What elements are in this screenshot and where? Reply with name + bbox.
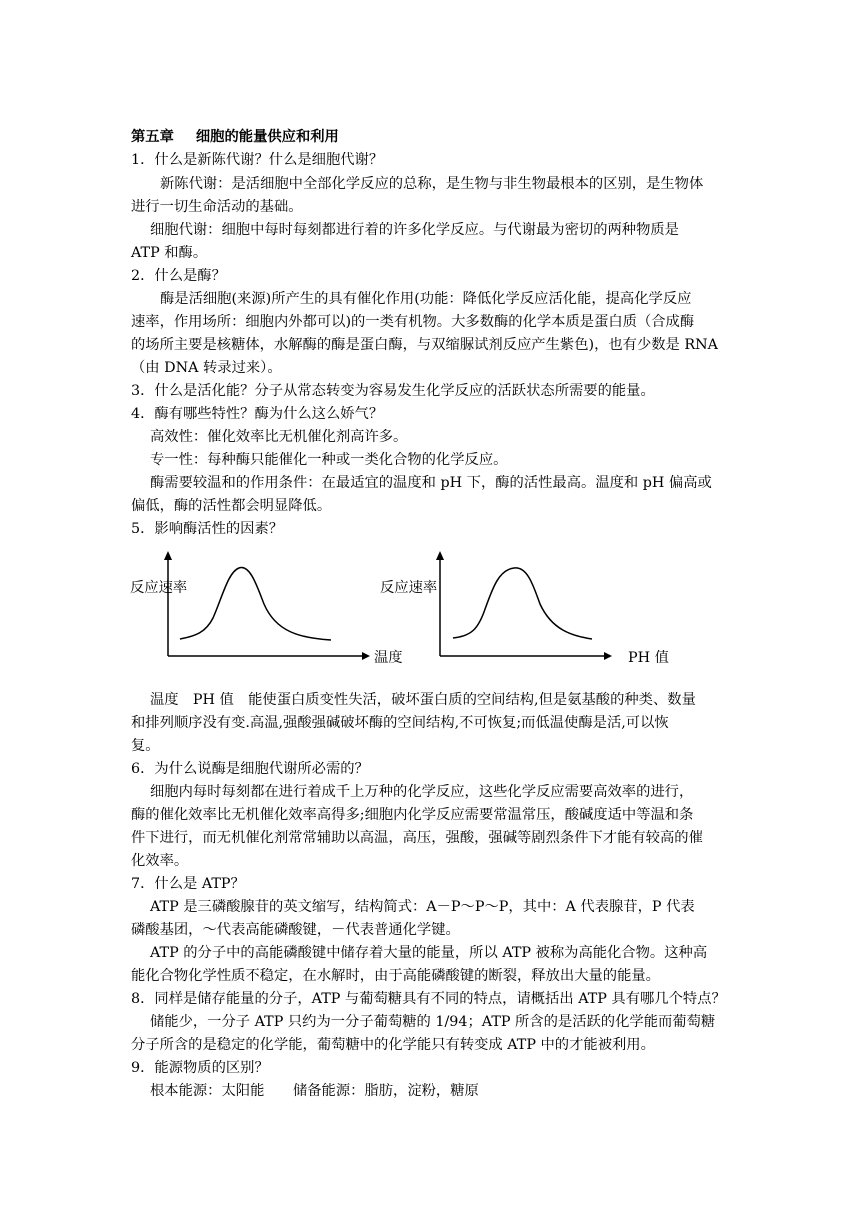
ph-curve-graphic — [380, 548, 620, 673]
paragraph-line: 酶是活细胞(来源)所产生的具有催化作用(功能：降低化学反应活化能，提高化学反应 — [160, 291, 692, 307]
paragraph-line: （由 DNA 转录过来）。 — [131, 360, 282, 376]
paragraph-line: 新陈代谢：是活细胞中全部化学反应的总称，是生物与非生物最根本的区别，是生物体 — [160, 176, 704, 192]
question-8: 8．同样是储存能量的分子，ATP 与葡萄糖具有不同的特点，请概括出 ATP 具有哪几个特点？ — [131, 991, 726, 1007]
chapter-heading — [131, 126, 741, 149]
paragraph-line: 件下进行，而无机催化剂常常辅助以高温，高压，强酸，强碱等剧烈条件下才能有较高的催 — [131, 830, 703, 846]
paragraph-line: 高效性：催化效率比无机催化剂高许多。 — [150, 429, 408, 445]
question-2: 2．什么是酶？ — [131, 268, 226, 284]
question-3: 3．什么是活化能？分子从常态转变为容易发生化学反应的活跃状态所需要的能量。 — [131, 383, 655, 399]
temperature-chart — [130, 548, 403, 673]
question-7: 7．什么是 ATP？ — [131, 876, 245, 892]
chapter-number: 第五章 — [131, 129, 174, 145]
x-axis-label: PH 值 — [628, 650, 669, 666]
paragraph-line: ATP 的分子中的高能磷酸键中储存着大量的能量，所以 ATP 被称为高能化合物。这种高 — [150, 945, 708, 961]
paragraph-line: 复。 — [131, 738, 160, 754]
paragraph-line: 细胞代谢：细胞中每时每刻都进行着的许多化学反应。与代谢最为密切的两种物质是 — [150, 222, 679, 238]
question-9: 9．能源物质的区别？ — [131, 1060, 269, 1076]
rate-curve — [180, 568, 331, 640]
paragraph-line: 专一性：每种酶只能催化一种或一类化合物的化学反应。 — [150, 452, 508, 468]
x-axis-arrow — [604, 652, 612, 660]
paragraph-line: 能化合物化学性质不稳定，在水解时，由于高能磷酸键的断裂，释放出大量的能量。 — [131, 968, 660, 984]
paragraph-line: 磷酸基团，～代表高能磷酸键，－代表普通化学键。 — [131, 922, 460, 938]
paragraph-line: 进行一切生命活动的基础。 — [131, 199, 303, 215]
paragraph-line: 细胞内每时每刻都在进行着成千上万种的化学反应，这些化学反应需要高效率的进行， — [150, 784, 694, 800]
paragraph-line: 酶需要较温和的作用条件：在最适宜的温度和 pH 下，酶的活性最高。温度和 pH 偏高或 — [150, 475, 712, 491]
y-axis-arrow — [436, 551, 444, 560]
chapter-title: 细胞的能量供应和利用 — [195, 129, 339, 145]
ph-chart — [380, 548, 680, 673]
rate-curve — [453, 568, 592, 639]
x-axis-arrow — [362, 652, 370, 660]
paragraph-line: 的场所主要是核糖体，水解酶的酶是蛋白酶，与双缩脲试剂反应产生紫色)，也有少数是 RNA — [131, 337, 718, 353]
paragraph-line: 化效率。 — [131, 853, 189, 869]
temperature-curve-graphic — [130, 548, 390, 673]
paragraph-line: 酶的催化效率比无机催化效率高得多;细胞内化学反应需要常温常压，酸碱度适中等温和条 — [131, 807, 694, 823]
question-1: 1．什么是新陈代谢？什么是细胞代谢？ — [131, 152, 384, 168]
question-6: 6．为什么说酶是细胞代谢所必需的？ — [131, 761, 369, 777]
paragraph-line: 和排列顺序没有变.高温,强酸强碱破坏酶的空间结构,不可恢复;而低温使酶是活,可以恢 — [131, 715, 669, 731]
paragraph-line: 分子所含的是稳定的化学能，葡萄糖中的化学能只有转变成 ATP 中的才能被利用。 — [131, 1037, 655, 1053]
y-axis-label: 反应速率 — [380, 580, 438, 596]
question-4: 4．酶有哪些特性？酶为什么这么娇气？ — [131, 406, 384, 422]
paragraph-line: 根本能源：太阳能 储备能源：脂肪，淀粉，糖原 — [150, 1083, 479, 1099]
paragraph-line: ATP 是三磷酸腺苷的英文缩写，结构简式：A－P～P～P，其中：A 代表腺苷，P 代表 — [150, 899, 695, 915]
question-5: 5．影响酶活性的因素？ — [131, 521, 284, 537]
x-axis-label: 温度 — [374, 650, 403, 666]
paragraph-line: 速率，作用场所：细胞内外都可以)的一类有机物。大多数酶的化学本质是蛋白质（合成酶 — [131, 314, 695, 330]
paragraph-line: 储能少，一分子 ATP 只约为一分子葡萄糖的 1/94；ATP 所含的是活跃的化学能而葡萄糖 — [150, 1014, 716, 1030]
paragraph-line: 偏低，酶的活性都会明显降低。 — [131, 498, 332, 514]
paragraph-line: ATP 和酶。 — [131, 245, 208, 261]
y-axis-arrow — [164, 551, 172, 560]
paragraph-line: 温度 PH 值 能使蛋白质变性失活，破坏蛋白质的空间结构,但是氨基酸的种类、数量 — [150, 692, 696, 708]
y-axis-label: 反应速率 — [130, 580, 188, 596]
